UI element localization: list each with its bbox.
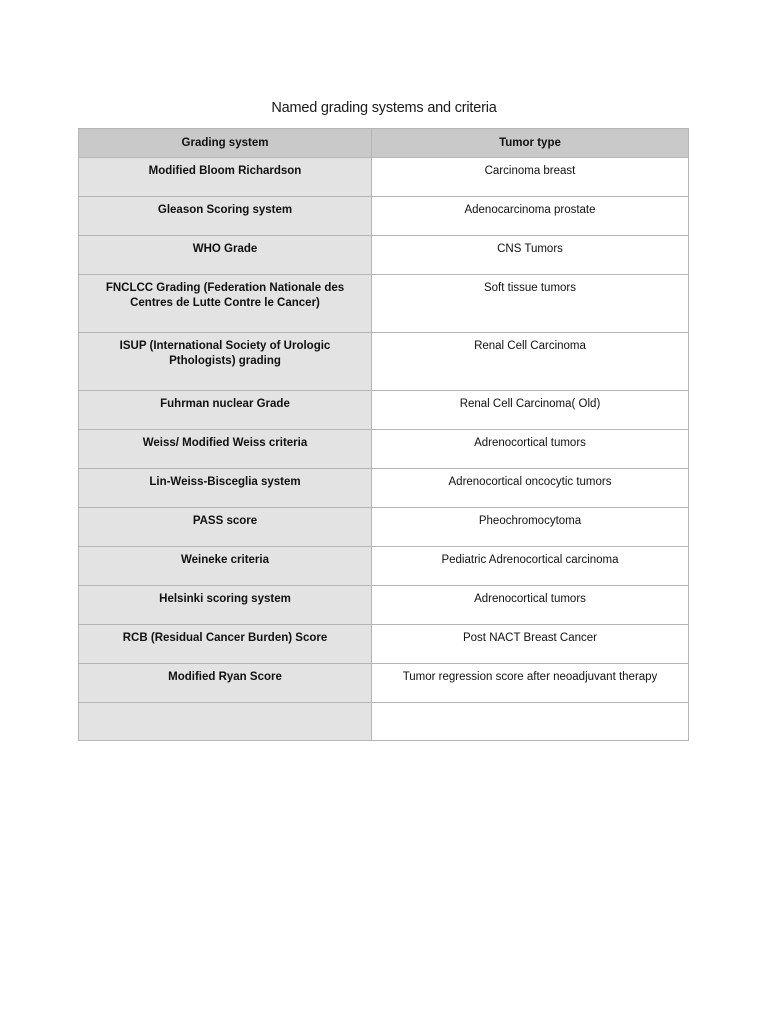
table-row bbox=[79, 625, 689, 664]
grading-system-cell: Weiss/ Modified Weiss criteria bbox=[79, 430, 372, 469]
tumor-type-cell: Adrenocortical tumors bbox=[372, 430, 689, 469]
table-row bbox=[79, 469, 689, 508]
table-row bbox=[79, 158, 689, 197]
tumor-type-cell: Renal Cell Carcinoma( Old) bbox=[372, 391, 689, 430]
grading-system-cell: PASS score bbox=[79, 508, 372, 547]
table-row bbox=[79, 586, 689, 625]
tumor-type-cell bbox=[372, 703, 689, 741]
column-header-grading-system: Grading system bbox=[79, 129, 372, 158]
tumor-type-cell: Adrenocortical oncocytic tumors bbox=[372, 469, 689, 508]
tumor-type-cell: Tumor regression score after neoadjuvant therapy bbox=[372, 664, 689, 703]
column-header-tumor-type: Tumor type bbox=[372, 129, 689, 158]
grading-system-cell: WHO Grade bbox=[79, 236, 372, 275]
grading-system-cell: Helsinki scoring system bbox=[79, 586, 372, 625]
table-row bbox=[79, 508, 689, 547]
table-header-row bbox=[79, 129, 689, 158]
grading-system-cell: FNCLCC Grading (Federation Nationale des Centres de Lutte Contre le Cancer) bbox=[79, 275, 372, 333]
tumor-type-cell: CNS Tumors bbox=[372, 236, 689, 275]
grading-system-cell: Gleason Scoring system bbox=[79, 197, 372, 236]
tumor-type-cell: Pediatric Adrenocortical carcinoma bbox=[372, 547, 689, 586]
grading-system-cell: Modified Ryan Score bbox=[79, 664, 372, 703]
table-row bbox=[79, 391, 689, 430]
grading-system-cell: ISUP (International Society of Urologic Pthologists) grading bbox=[79, 333, 372, 391]
table-row bbox=[79, 236, 689, 275]
tumor-type-cell: Post NACT Breast Cancer bbox=[372, 625, 689, 664]
page-title: Named grading systems and criteria bbox=[271, 100, 497, 116]
grading-system-cell bbox=[79, 703, 372, 741]
grading-system-cell: Weineke criteria bbox=[79, 547, 372, 586]
grading-table bbox=[78, 128, 689, 741]
tumor-type-cell: Adenocarcinoma prostate bbox=[372, 197, 689, 236]
tumor-type-cell: Pheochromocytoma bbox=[372, 508, 689, 547]
grading-system-cell: Modified Bloom Richardson bbox=[79, 158, 372, 197]
tumor-type-cell: Renal Cell Carcinoma bbox=[372, 333, 689, 391]
grading-system-cell: RCB (Residual Cancer Burden) Score bbox=[79, 625, 372, 664]
tumor-type-cell: Carcinoma breast bbox=[372, 158, 689, 197]
tumor-type-cell: Soft tissue tumors bbox=[372, 275, 689, 333]
grading-system-cell: Lin-Weiss-Bisceglia system bbox=[79, 469, 372, 508]
table-row bbox=[79, 430, 689, 469]
table-row bbox=[79, 275, 689, 333]
table-row bbox=[79, 197, 689, 236]
table-row bbox=[79, 547, 689, 586]
table-row-empty bbox=[79, 703, 689, 741]
grading-system-cell: Fuhrman nuclear Grade bbox=[79, 391, 372, 430]
table-row bbox=[79, 333, 689, 391]
table-row bbox=[79, 664, 689, 703]
tumor-type-cell: Adrenocortical tumors bbox=[372, 586, 689, 625]
